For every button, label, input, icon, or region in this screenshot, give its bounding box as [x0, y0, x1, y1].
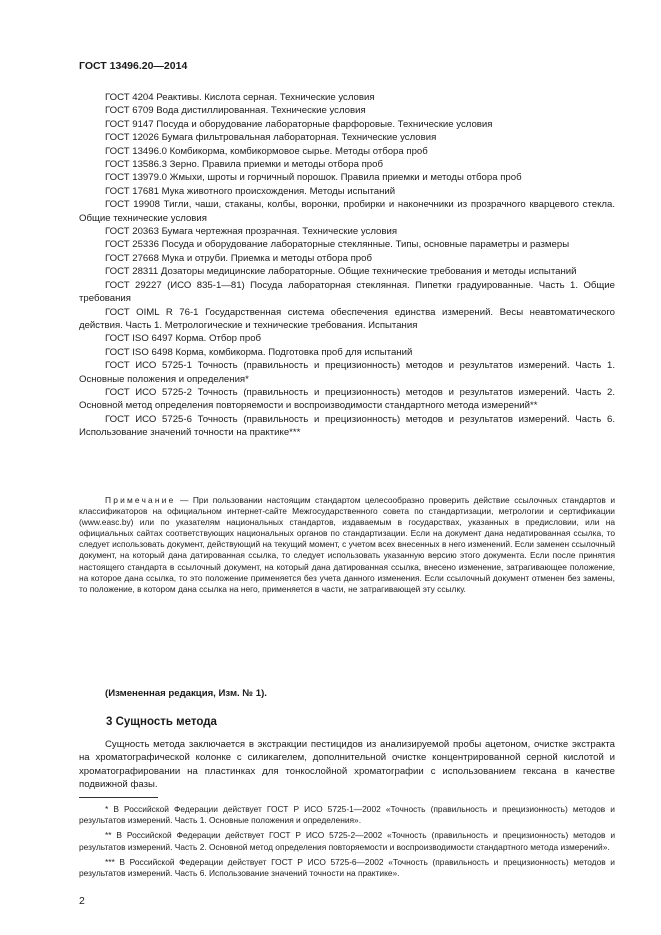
reference-item: ГОСТ 12026 Бумага фильтровальная лабораторная. Технические условия [105, 132, 437, 144]
section-title: 3 Сущность метода [106, 716, 217, 728]
footnote: ** В Российской Федерации действует ГОСТ Р ИСО 5725-2—2002 «Точность (правильность и прецизионность) методов и результатов измерений. Часть 2. Основной метод определения повторяемости и воспроизводимости стандартного метода измерений». [79, 830, 615, 852]
note-block [79, 495, 615, 595]
reference-item: ГОСТ 6709 Вода дистиллированная. Технические условия [105, 105, 366, 117]
reference-item: ГОСТ ИСО 5725-1 Точность (правильность и прецизионность) методов и результатов измерений. Часть 1. Основные положения и определения* [79, 360, 615, 385]
section-paragraph: Сущность метода заключается в экстракции пестицидов из анализируемой пробы ацетоном, очистке экстракта на хроматографической колонке с силикагелем, дополнительной очистке концентрированной серной кислотой и хроматографировании на пластинках для тонкослойной хроматографии с использованием гексана в качестве подвижной фазы. [79, 739, 615, 791]
footnote: *** В Российской Федерации действует ГОСТ Р ИСО 5725-6—2002 «Точность (правильность и прецизионность) методов и результатов измерений. Часть 6. Использование значений точности на практике». [79, 856, 615, 879]
reference-item: ГОСТ 9147 Посуда и оборудование лабораторные фарфоровые. Технические условия [105, 118, 493, 130]
document-id: ГОСТ 13496.20—2014 [79, 60, 188, 72]
reference-item: ГОСТ 4204 Реактивы. Кислота серная. Технические условия [105, 92, 375, 103]
reference-item: ГОСТ ИСО 5725-6 Точность (правильность и прецизионность) методов и результатов измерений. Часть 6. Использование значений точности на практике*** [79, 413, 615, 439]
footnote-separator [79, 797, 158, 798]
reference-item: ГОСТ 20363 Бумага чертежная прозрачная. Технические условия [105, 226, 398, 238]
reference-item: ГОСТ 19908 Тигли, чаши, стаканы, колбы, воронки, пробирки и наконечники из прозрачного кварцевого стекла. Общие технические условия [79, 199, 615, 224]
reference-item: ГОСТ 13496.0 Комбикорма, комбикормовое сырье. Методы отбора проб [105, 145, 428, 157]
normative-references-list [79, 91, 615, 440]
note-label: Примечание [105, 495, 176, 505]
note-text: — При пользовании настоящим стандартом целесообразно проверить действие ссылочных стандартов и классификаторов на официальном интернет-сайте Межгосударственного совета по стандартизации, метрологии и сертификации (www.easc.by) или по указателям национальных стандартов, издаваемым в государствах, указанных в предисловии, или на официальных сайтах соответствующих национальных органов по стандартизации. Если на документ дана недатированная ссылка, то следует использовать документ, действующий на текущий момент, с учетом всех внесенных в него изменений. Если заменен ссылочный документ, на который дана датированная ссылка, то следует использовать указанную версию этого документа. Если после принятия настоящего стандарта в ссылочный документ, на который дана датированная ссылка, внесено изменение, затрагивающее положение, на которое дана ссылка, то это положение применяется без учета данного изменения. Если ссылочный документ отменен без замены, то положение, в котором дана ссылка на него, применяется в части, не затрагивающей эту ссылку. [79, 495, 615, 594]
reference-item: ГОСТ ISO 6497 Корма. Отбор проб [105, 333, 262, 345]
reference-item: ГОСТ OIML R 76-1 Государственная система обеспечения единства измерений. Весы неавтоматического действия. Часть 1. Метрологические и технические требования. Испытания [79, 306, 615, 331]
reference-item: ГОСТ 28311 Дозаторы медицинские лабораторные. Общие технические требования и методы испытаний [105, 266, 577, 278]
reference-item: ГОСТ 17681 Мука животного происхождения. Методы испытаний [105, 185, 396, 197]
reference-item: ГОСТ 29227 (ИСО 835-1—81) Посуда лабораторная стеклянная. Пипетки градуированные. Часть 1. Общие требования [79, 279, 615, 305]
section-body [79, 738, 615, 792]
reference-item: ГОСТ ИСО 5725-2 Точность (правильность и прецизионность) методов и результатов измерений. Часть 2. Основной метод определения повторяемости и воспроизводимости стандартного метода измерений** [79, 386, 615, 412]
reference-item: ГОСТ 13979.0 Жмыхи, шроты и горчичный порошок. Правила приемки и методы отбора проб [105, 172, 522, 184]
reference-item: ГОСТ ISO 6498 Корма, комбикорма. Подготовка проб для испытаний [105, 346, 413, 358]
footnotes [79, 804, 615, 883]
amendment-mark: (Измененная редакция, Изм. № 1). [105, 688, 267, 699]
reference-item: ГОСТ 25336 Посуда и оборудование лабораторные стеклянные. Типы, основные параметры и размеры [105, 239, 570, 251]
reference-item: ГОСТ 13586.3 Зерно. Правила приемки и методы отбора проб [105, 159, 383, 171]
page-number: 2 [79, 895, 85, 907]
footnote: * В Российской Федерации действует ГОСТ Р ИСО 5725-1—2002 «Точность (правильность и прецизионность) методов и результатов измерений. Часть 1. Основные положения и определения». [79, 804, 615, 826]
reference-item: ГОСТ 27668 Мука и отруби. Приемка и методы отбора проб [105, 252, 372, 264]
